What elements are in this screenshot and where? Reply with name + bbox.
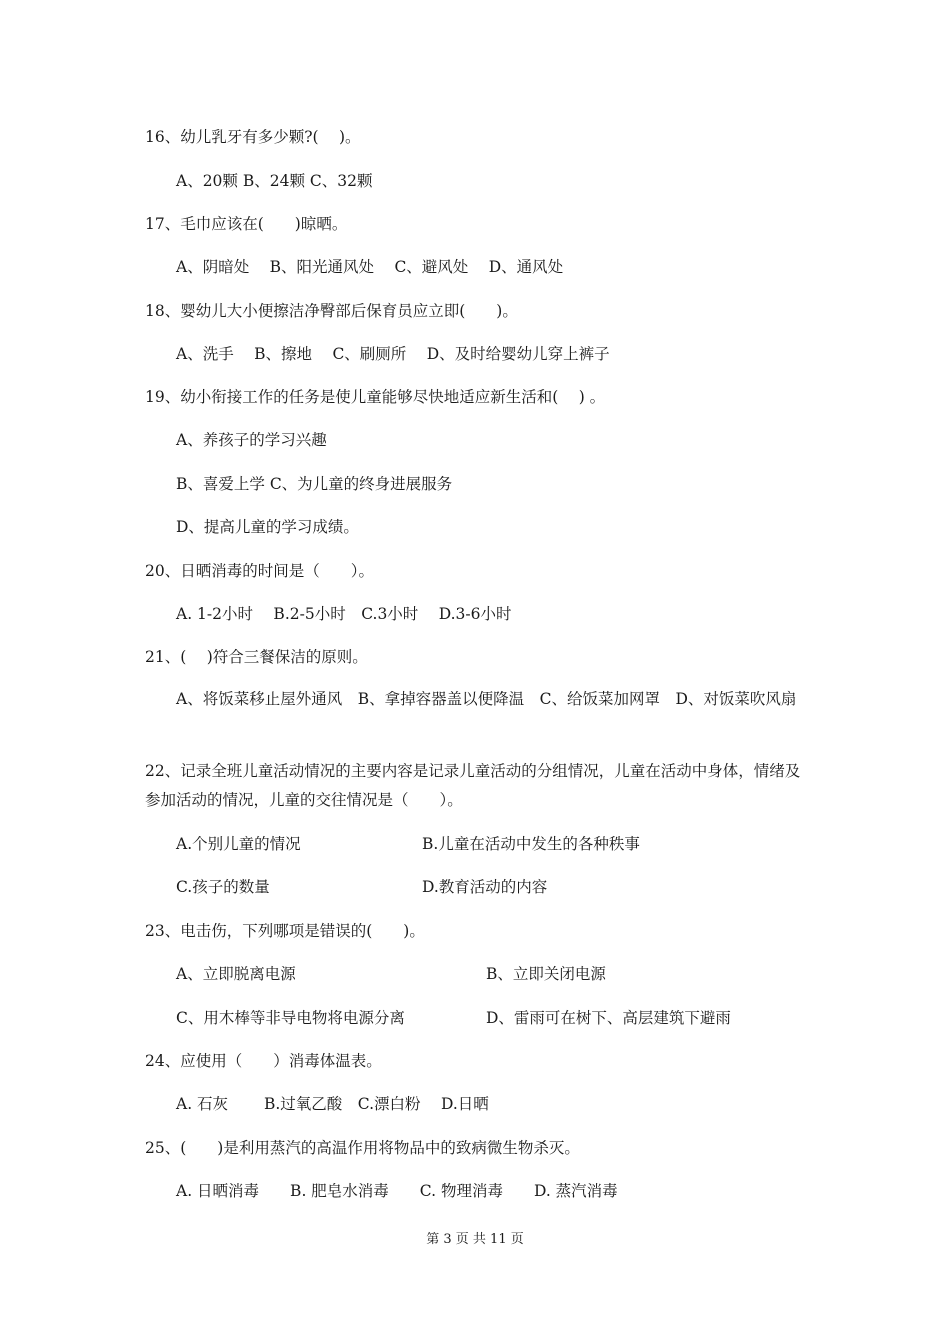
question-23-option-a: A、立即脱离电源 <box>176 965 296 983</box>
question-24-stem: 24、应使用（ ）消毒体温表。 <box>145 1052 382 1070</box>
question-23-option-c: C、用木棒等非导电物将电源分离 <box>176 1009 405 1027</box>
question-19-stem: 19、幼小衔接工作的任务是使儿童能够尽快地适应新生活和( ) 。 <box>145 388 606 406</box>
question-19-option-a: A、养孩子的学习兴趣 <box>176 431 327 449</box>
question-17-stem: 17、毛巾应该在( )晾晒。 <box>145 215 348 233</box>
question-25-options: A. 日晒消毒 B. 肥皂水消毒 C. 物理消毒 D. 蒸汽消毒 <box>176 1182 618 1200</box>
question-24-options: A. 石灰 B.过氧乙酸 C.漂白粉 D.日晒 <box>176 1095 489 1113</box>
question-16-options: A、20颗 B、24颗 C、32颗 <box>176 172 373 190</box>
question-21-stem: 21、( )符合三餐保洁的原则。 <box>145 648 368 666</box>
question-22-stem: 22、记录全班儿童活动情况的主要内容是记录儿童活动的分组情况，儿童在活动中身体，情绪及参加活动的情况，儿童的交往情况是（ ）。 <box>145 762 801 809</box>
question-19-option-d: D、提高儿童的学习成绩。 <box>176 518 359 536</box>
question-23-stem: 23、电击伤，下列哪项是错误的( )。 <box>145 922 425 940</box>
question-22-option-a: A.个别儿童的情况 <box>176 835 301 853</box>
question-18-options: A、洗手 B、擦地 C、刷厕所 D、及时给婴幼儿穿上裤子 <box>176 345 610 363</box>
question-17-options: A、阴暗处 B、阳光通风处 C、避风处 D、通风处 <box>176 258 564 276</box>
question-21-options: A、将饭菜移止屋外通风 B、拿掉容器盖以便降温 C、给饭菜加网罩 D、对饭菜吹风扇 <box>176 690 797 708</box>
question-22-option-d: D.教育活动的内容 <box>422 878 548 896</box>
question-20-stem: 20、日晒消毒的时间是（ ）。 <box>145 562 374 580</box>
question-22-option-c: C.孩子的数量 <box>176 878 270 896</box>
question-22-option-b: B.儿童在活动中发生的各种秩事 <box>422 835 640 853</box>
question-25-stem: 25、( )是利用蒸汽的高温作用将物品中的致病微生物杀灭。 <box>145 1139 580 1157</box>
question-23-option-b: B、立即关闭电源 <box>486 965 606 983</box>
page-number-footer: 第 3 页 共 11 页 <box>426 1232 524 1247</box>
question-20-options: A. 1-2小时 B.2-5小时 C.3小时 D.3-6小时 <box>176 605 512 623</box>
question-19-option-bc: B、喜爱上学 C、为儿童的终身进展服务 <box>176 475 453 493</box>
question-16-stem: 16、幼儿乳牙有多少颗?( )。 <box>145 128 361 146</box>
question-18-stem: 18、婴幼儿大小便擦洁净臀部后保育员应立即( )。 <box>145 302 518 320</box>
question-23-option-d: D、雷雨可在树下、高层建筑下避雨 <box>486 1009 731 1027</box>
